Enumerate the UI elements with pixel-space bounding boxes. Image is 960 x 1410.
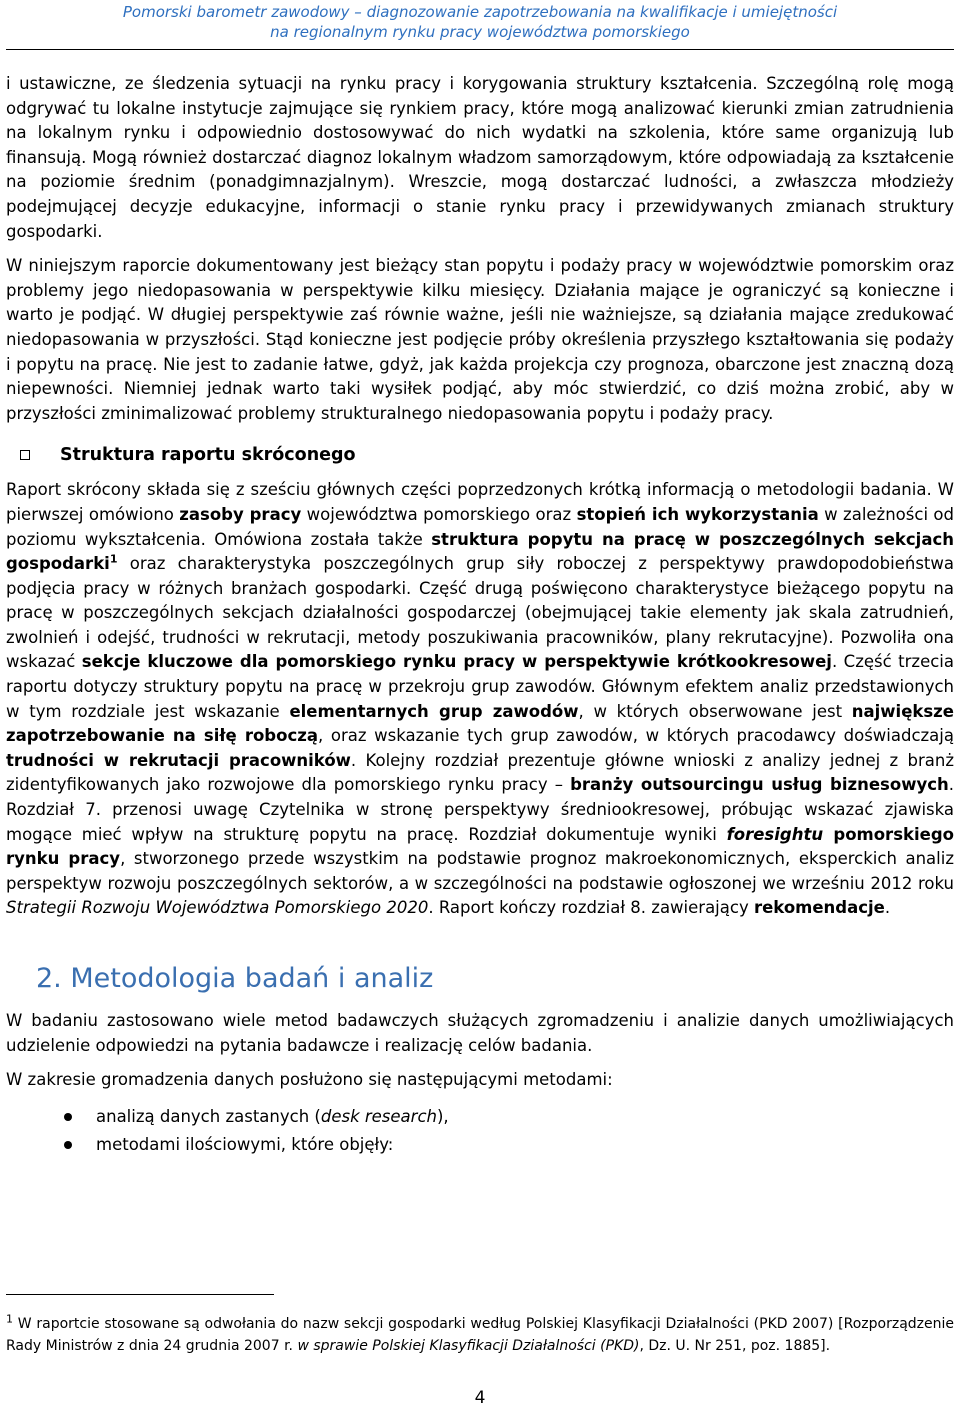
text-run: , oraz wskazanie tych grup zawodów, w których pracodawcy doświadczają (317, 726, 954, 746)
methods-list (6, 1103, 954, 1159)
bold-italic-run: foresightu (726, 824, 824, 844)
text-run: W raportcie stosowane są odwołania do nazw sekcji gospodarki według Polskiej Klasyfikacji Działalności (PKD 2007) [Rozporządzenie Rady Ministrów z dnia 24 grudnia 2007 r. (6, 1316, 954, 1354)
bold-run: stopień ich wykorzystania (576, 504, 819, 524)
section-heading: 2. Metodologia badań i analiz (36, 963, 434, 994)
methods-intro-paragraph: W zakresie gromadzenia danych posłużono się następującymi metodami: (6, 1070, 613, 1090)
footnote-reference[interactable]: 1 (109, 552, 118, 566)
italic-run: w sprawie Polskiej Klasyfikacji Działalności (PKD) (297, 1337, 640, 1354)
subheading-text: Struktura raportu skróconego (60, 445, 356, 466)
bold-run: elementarnych grup zawodów (289, 701, 579, 721)
text-run: w zależności od poziomu wykształcenia. Omówiona została także (6, 504, 954, 549)
page-number: 4 (474, 1388, 486, 1408)
header-line-2: na regionalnym rynku pracy województwa pomorskiego (270, 23, 690, 41)
bullet-icon (64, 1141, 72, 1149)
header-line-1: Pomorski barometr zawodowy – diagnozowanie zapotrzebowania na kwalifikacje i umiejętności (122, 3, 838, 21)
text-run: , Dz. U. Nr 251, poz. 1885]. (639, 1337, 831, 1354)
bold-run: zasoby pracy (179, 504, 302, 524)
bold-run: sekcje kluczowe dla pomorskiego rynku pracy w perspektywie krótkookresowej (81, 652, 832, 672)
text-run: . Rozdział 7. przenosi uwagę Czytelnika w stronę perspektywy średniookresowej, próbując wskazać zjawiska mogące mieć wpływ na strukturę popytu na pracę. Rozdział dokumentuje wyniki (6, 775, 954, 844)
bold-run: struktura popytu na pracę w poszczególnych sekcjach gospodarki (6, 529, 954, 574)
footnote (6, 1314, 954, 1357)
list-item (6, 1131, 954, 1159)
bold-run: trudności w rekrutacji pracowników (6, 750, 351, 770)
report-scope-paragraph: W niniejszym raporcie dokumentowany jest bieżący stan popytu i podaży pracy w województwie pomorskim oraz problemy jego niedopasowania w perspektywie kilku miesięcy. Działania mające je ograniczyć są konieczne i warto je podjąć. W długiej perspektywie zaś równie ważne, jeśli nie ważniejsze, są działania mające zredukować niedopasowania w przyszłości. Stąd konieczne jest podjęcie próby określenia przyszłego kształtowania się podaży i popytu na pracę. Nie jest to zadanie łatwe, gdyż, jak każda projekcja czy prognoza, obarczone jest znaczną dozą niepewności. Niemniej jednak warto taki wysiłek podjąć, aby móc stwierdzić, co dziś można zrobić, aby w przyszłości zminimalizować problemy strukturalnego niedopasowania popytu i podaży pracy. (6, 256, 954, 423)
text-run: Raport skrócony składa się z sześciu głównych części poprzedzonych krótką informacją o metodologii badania. W pierwszej omówiono (6, 480, 954, 524)
text-run: województwa pomorskiego oraz (301, 504, 577, 524)
text-run: metodami ilościowymi, które objęły: (96, 1134, 394, 1154)
subheading-structure (6, 442, 954, 468)
square-bullet-icon (20, 450, 30, 460)
bold-run: największe zapotrzebowanie na siłę roboczą (6, 701, 954, 746)
footnote-divider (6, 1294, 274, 1295)
text-run: analizą danych zastanych ( (96, 1106, 321, 1126)
list-item (6, 1103, 954, 1131)
text-run: , stworzonego przede wszystkim na podstawie prognoz makroekonomicznych, eksperckich analiz perspektyw rozwoju poszczególnych sektorów, a w szczególności na podstawie ogłoszonej we wrześniu 2012 roku (6, 849, 954, 893)
italic-run: desk research (320, 1106, 437, 1126)
footnote-number: 1 (6, 1312, 13, 1326)
italic-run: Strategii Rozwoju Województwa Pomorskiego 2020 (6, 898, 429, 918)
bold-run: pomorskiego rynku pracy (6, 824, 954, 869)
text-run: . Raport kończy rozdział 8. zawierający (428, 898, 754, 918)
header-divider (6, 49, 954, 50)
structure-paragraph (6, 478, 954, 921)
text-run: . Część trzecia raportu dotyczy struktury popytu na pracę w przekroju grup zawodów. Głównym efektem analiz przedstawionych w tym rozdziale jest wskazanie (6, 652, 954, 721)
text-run: , w których obserwowane jest (578, 701, 852, 721)
page-header (0, 2, 960, 42)
methodology-paragraph: W badaniu zastosowano wiele metod badawczych służących zgromadzeniu i analizie danych umożliwiających udzielenie odpowiedzi na pytania badawcze i realizację celów badania. (6, 1011, 954, 1055)
text-run: . (884, 898, 891, 918)
text-run: oraz charakterystyka poszczególnych grup siły roboczej z perspektywy prawdopodobieństwa podjęcia pracy w różnych branżach gospodarki. Część drugą poświęcono charakterystyce bieżącego popytu na pracę w poszczególnych sekcjach działalności gospodarczej (obejmującej takie elementy jak skala zatrudnień, zwolnień i odejść, trudności w rekrutacji, metody poszukiwania pracowników, plany rekrutacyjne). Pozwoliła ona wskazać (6, 554, 954, 672)
text-run: ), (436, 1106, 449, 1126)
bold-run: rekomendacje (753, 898, 885, 918)
page-content (6, 72, 954, 1159)
text-run: . Kolejny rozdział prezentuje główne wnioski z analizy jednej z branż zidentyfikowanych jako rozwojowe dla pomorskiego rynku pracy – (6, 750, 955, 795)
bullet-icon (64, 1113, 72, 1121)
intro-paragraph: i ustawiczne, ze śledzenia sytuacji na rynku pracy i korygowania struktury kształcenia. Szczególną rolę mogą odgrywać tu lokalne instytucje zajmujące się rynkiem pracy, które mogą analizować kierunki zmian zatrudnienia na lokalnym rynku i odpowiednio dostosowywać do nich wydatki na szkolenia, które same organizują lub finansują. Mogą również dostarczać diagnoz lokalnym władzom samorządowym, które odpowiadają za kształcenie na poziomie średnim (ponadgimnazjalnym). Wreszcie, mogą dostarczać ludności, a zwłaszcza młodzieży podejmującej decyzje edukacyjne, informacji o stanie rynku pracy i przewidywanych zmianach struktury gospodarki. (6, 74, 954, 241)
bold-run: branży outsourcingu usług biznesowych (570, 775, 949, 795)
